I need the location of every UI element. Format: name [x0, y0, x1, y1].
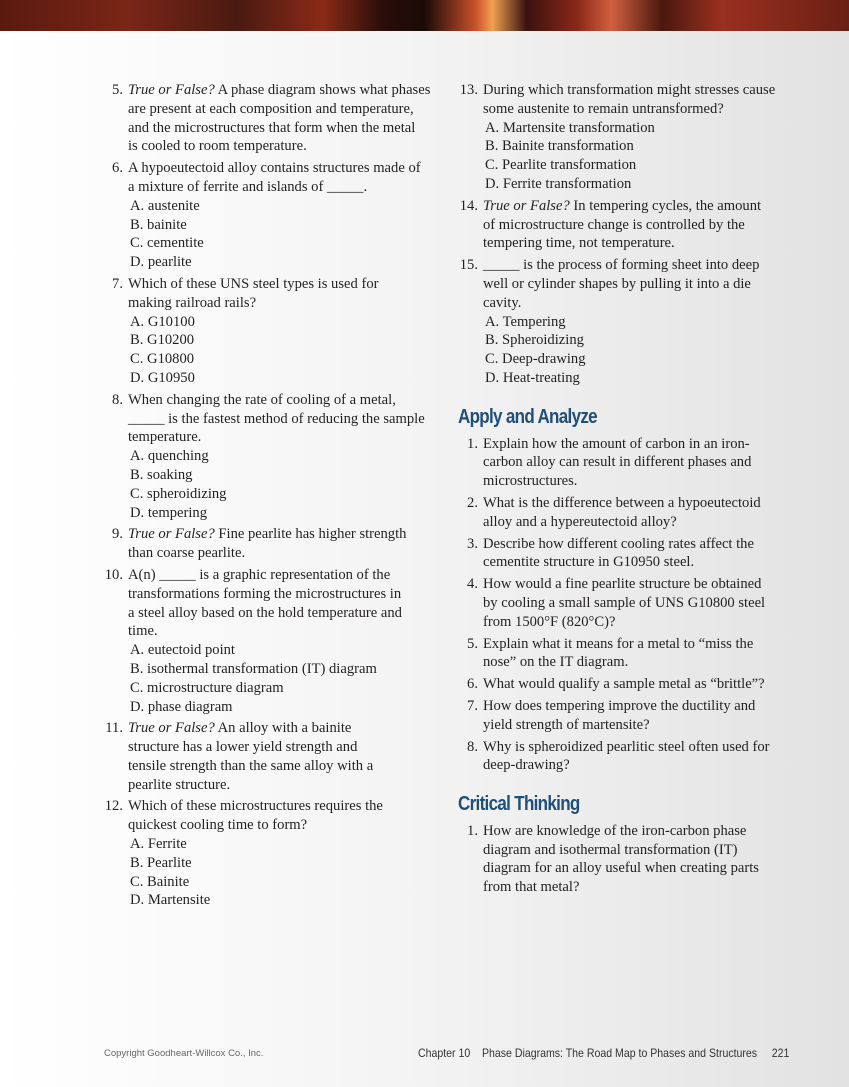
- question-number: 2.: [467, 494, 478, 511]
- question-text: diagram and isothermal transformation (IT): [483, 841, 738, 858]
- question-text: quickest cooling time to form?: [128, 817, 308, 834]
- question-text: than coarse pearlite.: [128, 545, 246, 562]
- chapter-number: Chapter 10: [418, 1046, 471, 1060]
- question: [100, 159, 440, 272]
- question: [100, 566, 440, 716]
- question-text: A hypoeutectoid alloy contains structures made of: [128, 160, 421, 177]
- answer-option: A. quenching: [130, 448, 209, 465]
- answer-option: D. G10950: [130, 369, 195, 386]
- question-number: 8.: [467, 738, 478, 755]
- question-line: [483, 878, 795, 897]
- question-number: 5.: [467, 635, 478, 652]
- question-line: [128, 604, 440, 623]
- question-line: [483, 635, 795, 654]
- answer-option: D. phase diagram: [130, 698, 233, 715]
- answer-option: B. isothermal transformation (IT) diagram: [130, 660, 377, 677]
- answer-option: B. G10200: [130, 332, 195, 349]
- answer-option: B. Bainite transformation: [485, 138, 634, 155]
- question-line: [483, 738, 795, 757]
- question: [455, 822, 795, 897]
- question-text: making railroad rails?: [128, 294, 257, 311]
- left-column: [100, 81, 440, 913]
- question-text: A(n) _____ is a graphic representation of the: [128, 566, 391, 583]
- question-line: [128, 757, 440, 776]
- question-line: [483, 822, 795, 841]
- answer-option: D. pearlite: [130, 254, 192, 271]
- question-text: tensile strength than the same alloy with a: [128, 757, 374, 774]
- answer-option: C. G10800: [130, 351, 195, 368]
- question: [455, 494, 795, 532]
- question-text: temperature.: [128, 429, 202, 446]
- question-line: [128, 622, 440, 641]
- question: [455, 697, 795, 735]
- answer-option: D. Martensite: [130, 892, 211, 909]
- section-heading: Apply and Analyze: [458, 405, 597, 428]
- question-number: 3.: [467, 535, 478, 552]
- question-text: Which of these UNS steel types is used for: [128, 275, 379, 292]
- question-line: [128, 816, 440, 835]
- answer-option: A. Tempering: [485, 313, 566, 330]
- answer-option: C. Pearlite transformation: [485, 157, 637, 174]
- question-number: 6.: [467, 676, 478, 693]
- question-line: [483, 841, 795, 860]
- answer-option: A. G10100: [130, 313, 195, 330]
- question-line: [483, 613, 795, 632]
- question-line: [128, 137, 440, 156]
- question-line: [483, 453, 795, 472]
- question-number: 1.: [467, 822, 478, 839]
- question-number: 5.: [112, 82, 123, 98]
- question-line: [128, 391, 440, 410]
- answer-option: C. microstructure diagram: [130, 679, 284, 696]
- question-number: 6.: [112, 160, 123, 177]
- true-false-label: True or False?: [128, 82, 215, 98]
- question-line: [483, 100, 795, 119]
- answer-option: C. spheroidizing: [130, 485, 227, 502]
- question-line: [128, 178, 440, 197]
- question-text: During which transformation might stresses cause: [483, 82, 776, 98]
- question-line: [483, 216, 795, 235]
- question-line: [128, 294, 440, 313]
- question-text: Explain how the amount of carbon in an iron-: [483, 435, 750, 452]
- question-text: some austenite to remain untransformed?: [483, 100, 724, 117]
- question-number: 9.: [112, 526, 123, 543]
- true-false-label: True or False?: [128, 720, 215, 737]
- question-number: 13.: [459, 82, 478, 98]
- question-number: 14.: [459, 197, 478, 214]
- question-line: [483, 234, 795, 253]
- question-text: What would qualify a sample metal as “brittle”?: [483, 676, 765, 693]
- answer-option: A. austenite: [130, 197, 200, 214]
- question-text: cementite structure in G10950 steel.: [483, 554, 695, 571]
- section-heading: Critical Thinking: [458, 793, 580, 816]
- question-line: [483, 275, 795, 294]
- question-text: are present at each composition and temperature,: [128, 100, 414, 117]
- question-line: [483, 859, 795, 878]
- answer-option: D. Ferrite transformation: [485, 175, 632, 192]
- question-line: [128, 566, 440, 585]
- question-text: is cooled to room temperature.: [128, 138, 307, 155]
- question-line: [483, 697, 795, 716]
- question-line: [483, 494, 795, 513]
- question-line: [128, 585, 440, 604]
- question-text: Fine pearlite has higher strength: [214, 526, 407, 543]
- question-line: [483, 675, 795, 694]
- question-number: 12.: [104, 798, 123, 815]
- question-text: by cooling a small sample of UNS G10800 steel: [483, 594, 766, 611]
- question-line: [483, 256, 795, 275]
- question-text: carbon alloy can result in different phases and: [483, 454, 752, 471]
- question-line: [483, 653, 795, 672]
- chapter-footer: [418, 1046, 789, 1060]
- question-text: structure has a lower yield strength and: [128, 739, 358, 756]
- question-text: nose” on the IT diagram.: [483, 654, 629, 671]
- question-text: When changing the rate of cooling of a metal,: [128, 391, 396, 408]
- question-text: Which of these microstructures requires the: [128, 798, 383, 815]
- question-text: yield strength of martensite?: [483, 716, 650, 733]
- question-text: time.: [128, 623, 158, 640]
- question: [455, 575, 795, 631]
- question: [455, 738, 795, 776]
- question-number: 10.: [104, 566, 123, 583]
- question-text: a mixture of ferrite and islands of _____.: [128, 178, 368, 195]
- answer-option: C. cementite: [130, 235, 204, 252]
- answer-option: A. Ferrite: [130, 836, 187, 853]
- question-line: [483, 513, 795, 532]
- question: [100, 797, 440, 910]
- question-number: 11.: [105, 720, 123, 737]
- question-line: [483, 294, 795, 313]
- question-text: of microstructure change is controlled by the: [483, 216, 745, 233]
- question-text: well or cylinder shapes by pulling it into a die: [483, 275, 751, 292]
- answer-option: A. Martensite transformation: [485, 119, 655, 136]
- question-number: 7.: [112, 275, 123, 292]
- question-line: [128, 525, 440, 544]
- question-line: [128, 428, 440, 447]
- question-line: [483, 594, 795, 613]
- question-text: Explain what it means for a metal to “miss the: [483, 635, 754, 652]
- question-text: Why is spheroidized pearlitic steel often used for: [483, 738, 770, 755]
- question-text: _____ is the process of forming sheet into deep: [483, 257, 760, 274]
- question-text: from 1500°F (820°C)?: [483, 613, 616, 630]
- question-line: [483, 81, 795, 100]
- question-line: [128, 159, 440, 178]
- question-text: transformations forming the microstructures in: [128, 585, 402, 602]
- question-line: [483, 435, 795, 454]
- question: [455, 81, 795, 194]
- question-number: 15.: [459, 257, 478, 274]
- header-photo-banner: [0, 0, 849, 31]
- question-text: microstructures.: [483, 473, 578, 490]
- question-text: How would a fine pearlite structure be obtained: [483, 576, 762, 593]
- true-false-label: True or False?: [128, 526, 215, 543]
- question: [455, 435, 795, 491]
- answer-option: C. Deep-drawing: [485, 351, 586, 368]
- answer-option: B. soaking: [130, 466, 193, 483]
- question-line: [128, 100, 440, 119]
- question-line: [483, 575, 795, 594]
- question-text: An alloy with a bainite: [214, 720, 352, 737]
- copyright: Copyright Goodheart-Willcox Co., Inc.: [104, 1048, 264, 1059]
- question-text: from that metal?: [483, 879, 580, 896]
- answer-option: C. Bainite: [130, 873, 190, 890]
- question-line: [128, 275, 440, 294]
- question: [455, 256, 795, 388]
- question-text: deep-drawing?: [483, 757, 570, 774]
- question: [100, 81, 440, 156]
- question-line: [128, 738, 440, 757]
- question: [100, 391, 440, 523]
- answer-option: D. Heat-treating: [485, 369, 580, 386]
- question-line: [128, 776, 440, 795]
- question: [455, 535, 795, 573]
- question: [455, 197, 795, 253]
- question: [455, 635, 795, 673]
- question-number: 8.: [112, 391, 123, 408]
- question-text: and the microstructures that form when the metal: [128, 119, 416, 136]
- question-line: [483, 472, 795, 491]
- question-number: 7.: [467, 697, 478, 714]
- question-text: alloy and a hypereutectoid alloy?: [483, 513, 677, 530]
- question-line: [128, 544, 440, 563]
- question-text: In tempering cycles, the amount: [569, 197, 762, 214]
- question-line: [483, 553, 795, 572]
- question-number: 1.: [467, 435, 478, 452]
- question-text: A phase diagram shows what phases: [214, 82, 431, 98]
- true-false-label: True or False?: [483, 197, 570, 214]
- question-text: What is the difference between a hypoeutectoid: [483, 494, 761, 511]
- right-column: [455, 81, 795, 900]
- question-text: tempering time, not temperature.: [483, 235, 675, 252]
- answer-option: B. Pearlite: [130, 854, 192, 871]
- page-number: 221: [771, 1046, 790, 1060]
- question-line: [128, 797, 440, 816]
- question-text: How are knowledge of the iron-carbon phase: [483, 822, 747, 839]
- answer-option: B. bainite: [130, 216, 187, 233]
- chapter-title: Phase Diagrams: The Road Map to Phases and Structures: [481, 1046, 758, 1060]
- question: [100, 275, 440, 388]
- question: [100, 525, 440, 563]
- question-line: [128, 81, 440, 100]
- question-text: a steel alloy based on the hold temperature and: [128, 604, 402, 621]
- question-line: [128, 410, 440, 429]
- question-text: Describe how different cooling rates affect the: [483, 535, 754, 552]
- question-text: diagram for an alloy useful when creating parts: [483, 860, 759, 877]
- answer-option: D. tempering: [130, 504, 208, 521]
- question-text: _____ is the fastest method of reducing the sample: [128, 410, 425, 427]
- question: [100, 719, 440, 794]
- question-text: How does tempering improve the ductility and: [483, 697, 756, 714]
- question-number: 4.: [467, 576, 478, 593]
- question: [455, 675, 795, 694]
- question-line: [483, 197, 795, 216]
- question-line: [483, 535, 795, 554]
- question-line: [483, 716, 795, 735]
- question-text: pearlite structure.: [128, 776, 231, 793]
- answer-option: B. Spheroidizing: [485, 332, 584, 349]
- question-text: cavity.: [483, 294, 522, 311]
- question-line: [483, 756, 795, 775]
- question-line: [128, 719, 440, 738]
- answer-option: A. eutectoid point: [130, 642, 235, 659]
- question-line: [128, 119, 440, 138]
